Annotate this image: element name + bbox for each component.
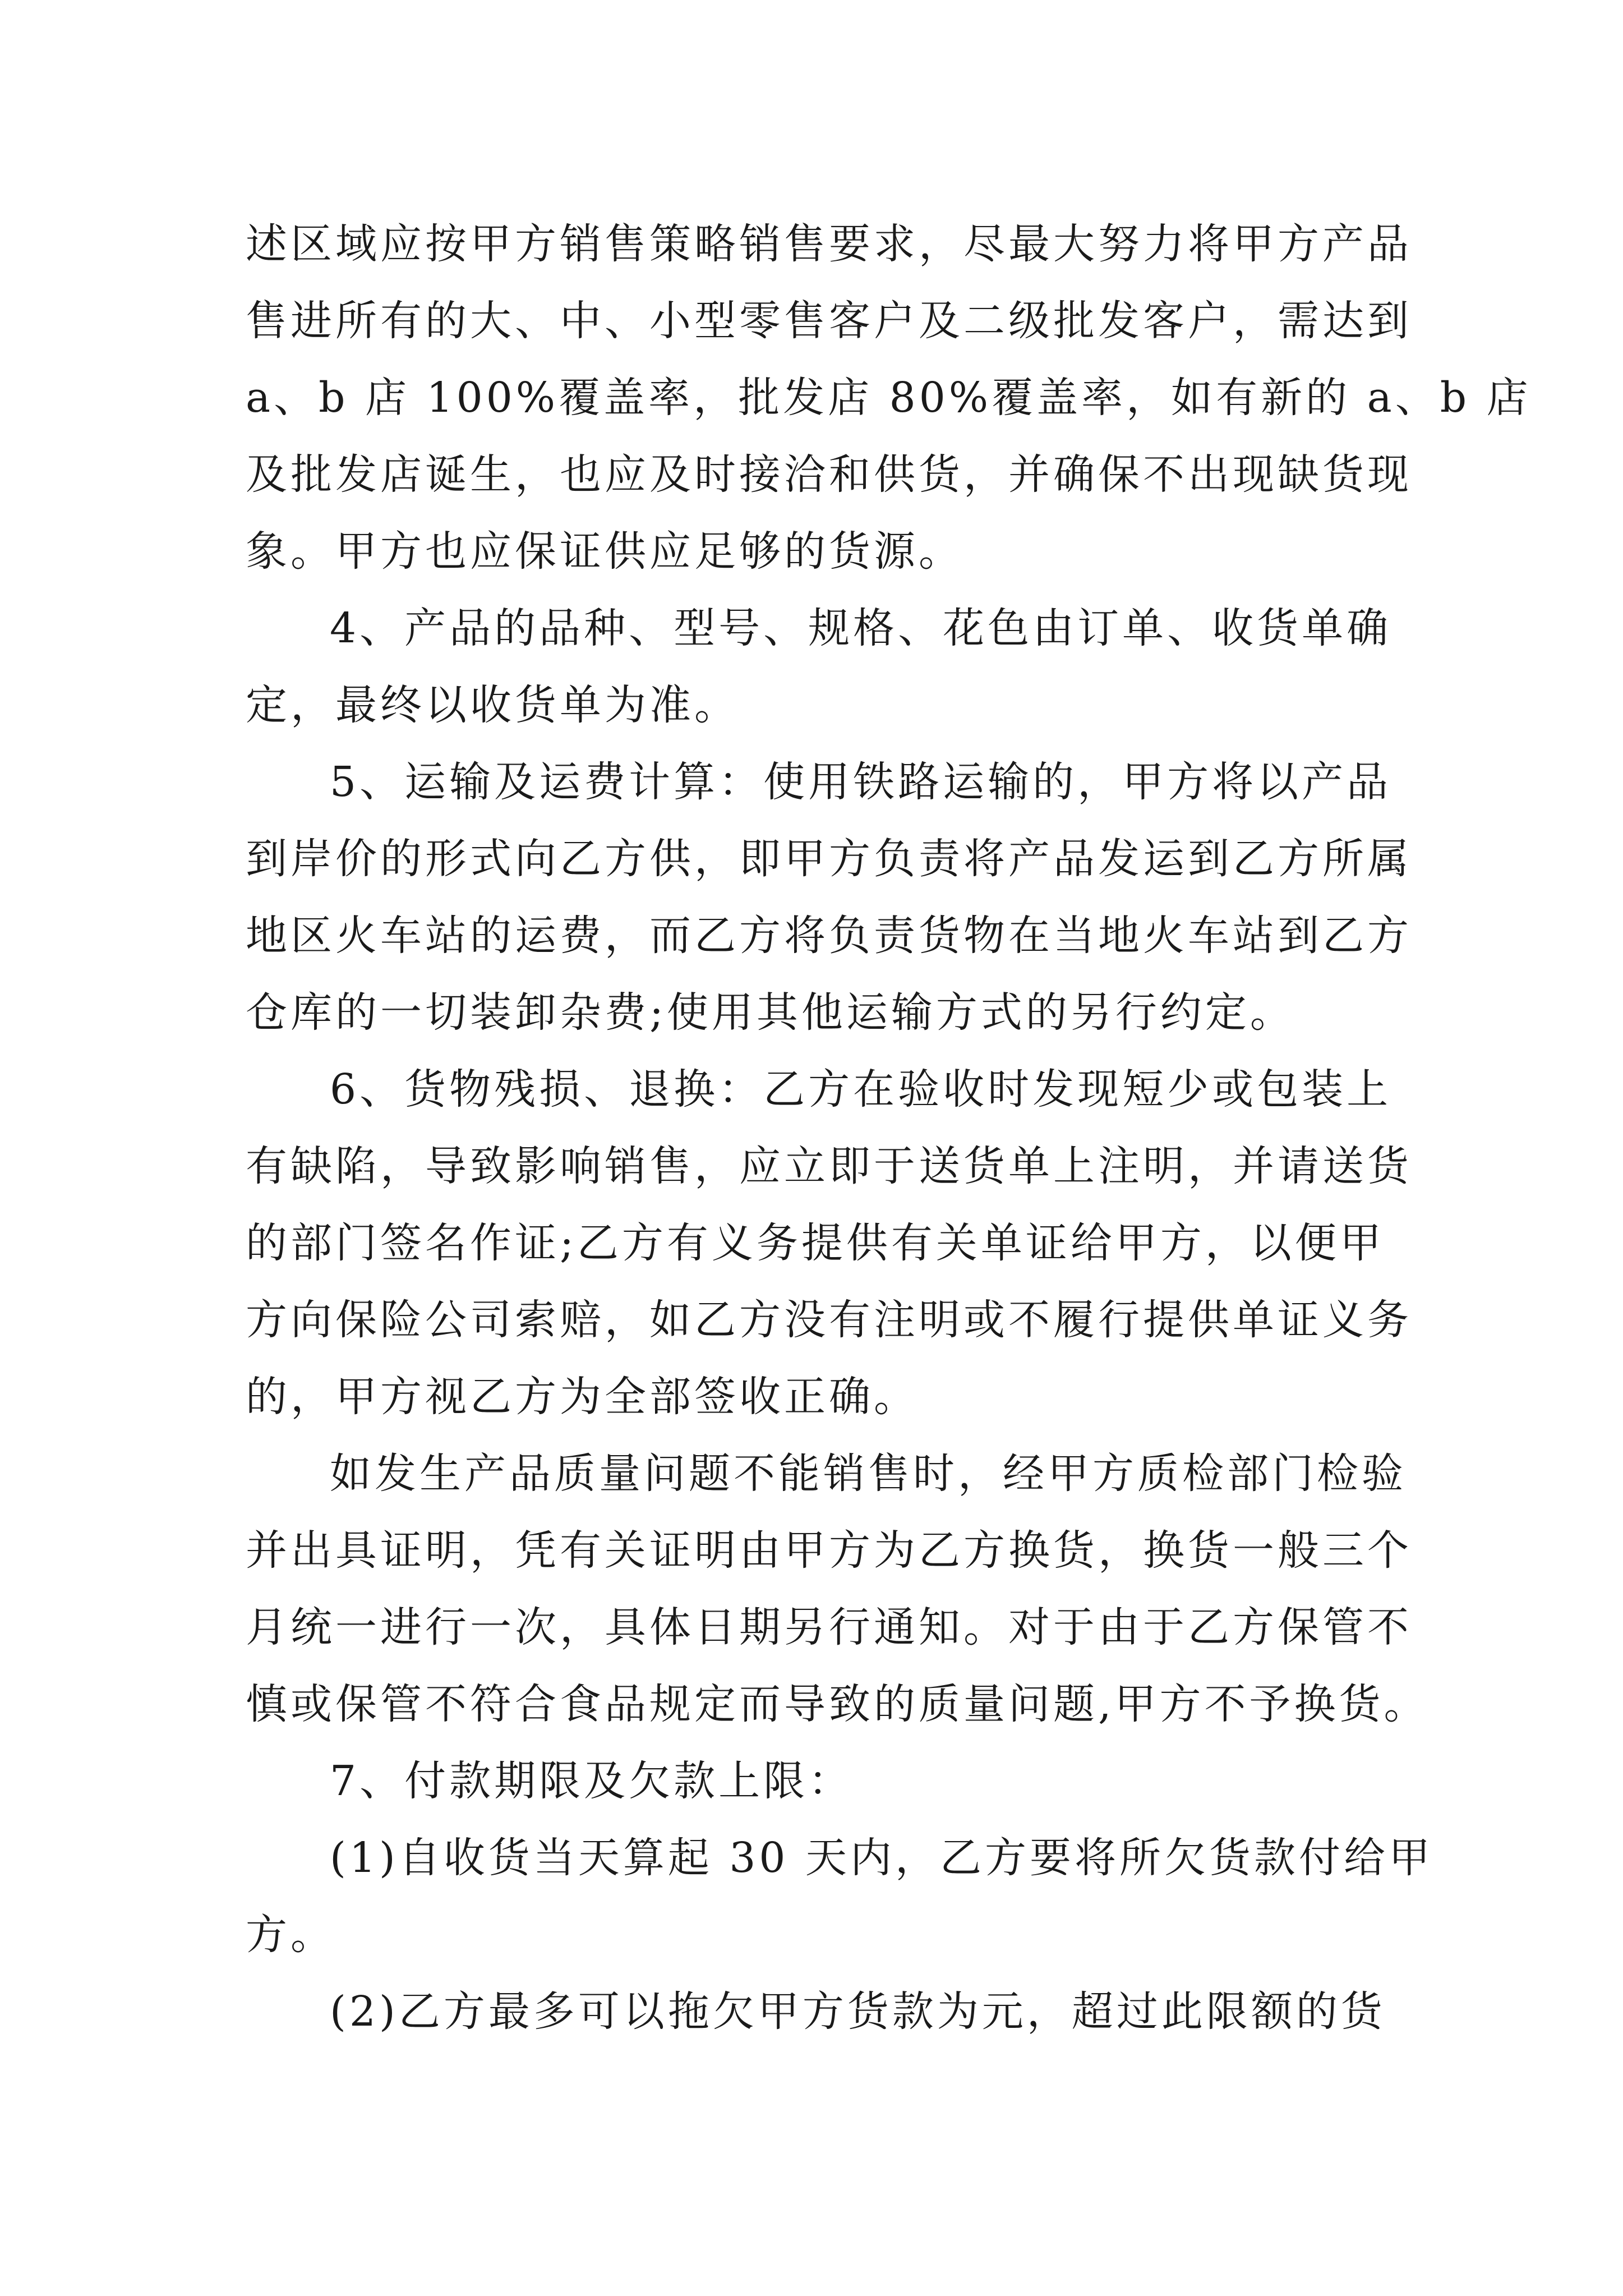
paragraph-start-line: 5、运输及运费计算：使用铁路运输的，甲方将以产品 [330,758,1392,806]
text-line: 并出具证明，凭有关证明由甲方为乙方换货，换货一般三个 [246,1526,1412,1575]
text-line: a、b 店 100%覆盖率，批发店 80%覆盖率，如有新的 a、b 店 [246,374,1532,422]
paragraph-start-line: (1)自收货当天算起 30 天内，乙方要将所欠货款付给甲 [330,1834,1434,1882]
text-line: 有缺陷，导致影响销售，应立即于送货单上注明，并请送货 [246,1142,1412,1190]
text-line: 地区火车站的运费，而乙方将负责货物在当地火车站到乙方 [246,912,1412,960]
paragraph-start-line: 6、货物残损、退换：乙方在验收时发现短少或包装上 [330,1065,1392,1114]
text-line: 的，甲方视乙方为全部签收正确。 [246,1373,919,1421]
paragraph-start-line: 如发生产品质量问题不能销售时，经甲方质检部门检验 [330,1450,1407,1498]
text-line: 售进所有的大、中、小型零售客户及二级批发客户，需达到 [246,297,1412,345]
text-line: 方向保险公司索赔，如乙方没有注明或不履行提供单证义务 [246,1296,1412,1344]
paragraph-start-line: 7、付款期限及欠款上限： [330,1757,854,1805]
text-line: 仓库的一切装卸杂费;使用其他运输方式的另行约定。 [246,988,1295,1037]
text-line: 及批发店诞生，也应及时接洽和供货，并确保不出现缺货现 [246,450,1412,499]
text-line: 定，最终以收货单为准。 [246,681,739,729]
paragraph-start-line: 4、产品的品种、型号、规格、花色由订单、收货单确 [330,604,1392,652]
text-line: 慎或保管不符合食品规定而导致的质量问题,甲方不予换货。 [246,1680,1429,1728]
text-line: 象。甲方也应保证供应足够的货源。 [246,527,963,576]
text-line: 的部门签名作证;乙方有义务提供有关单证给甲方，以便甲 [246,1219,1385,1267]
paragraph-start-line: (2)乙方最多可以拖欠甲方货款为元，超过此限额的货 [330,1987,1386,2036]
text-line: 述区域应按甲方销售策略销售要求，尽最大努力将甲方产品 [246,220,1412,268]
text-line: 到岸价的形式向乙方供，即甲方负责将产品发运到乙方所属 [246,835,1412,883]
text-line: 方。 [246,1911,335,1959]
text-line: 月统一进行一次，具体日期另行通知。对于由于乙方保管不 [246,1603,1412,1651]
